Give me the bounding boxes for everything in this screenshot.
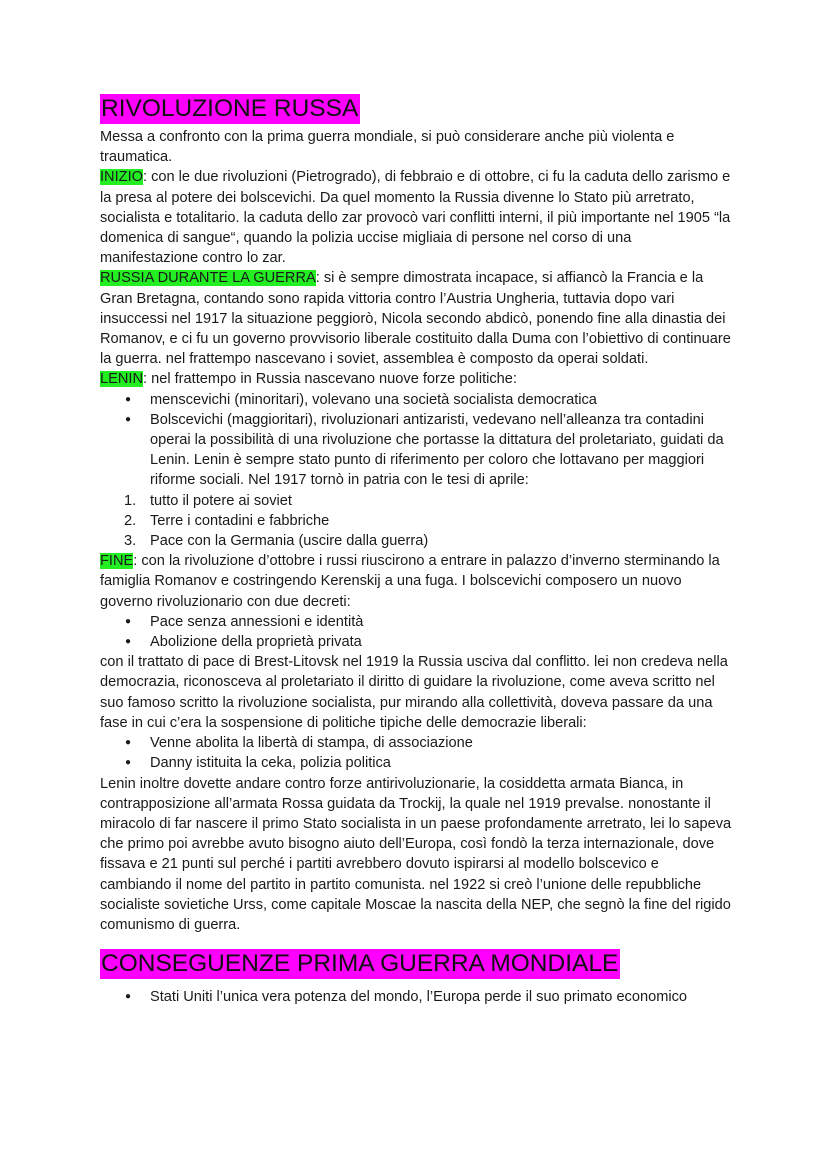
lenin-paragraph: [100, 369, 732, 389]
brest-litovsk-paragraph: con il trattato di pace di Brest-Litovsk nel 1919 la Russia usciva dal conflitto. lei non credeva nella democrazia, riconosceva al proletariato il diritto di guidare la rivoluzione, come aveva scritto nel suo famoso scritto la rivoluzione socialista, pur mirando alla collettività, doveva passare da una fase in cui c’era la sospensione di politiche tipiche delle democrazie liberali:: [100, 654, 728, 731]
list-item: ● Pace senza annessioni e identità: [100, 612, 732, 632]
fine-paragraph: [100, 551, 732, 612]
list-item-text: Pace con la Germania (uscire dalla guerra): [150, 533, 429, 550]
list-number: 2.: [124, 512, 137, 529]
lenin-highlight: LENIN: [100, 371, 143, 388]
list-item: [100, 511, 732, 531]
list-item: [100, 531, 732, 551]
document-page: [100, 94, 732, 1007]
conseguenze-list: [100, 987, 732, 1007]
fine-highlight: FINE: [100, 553, 134, 570]
tesi-di-aprile-list: [100, 491, 732, 552]
guerra-highlight: RUSSIA DURANTE LA GUERRA: [100, 270, 316, 287]
list-item-text: tutto il potere ai soviet: [150, 492, 292, 509]
list-item: ● menscevichi (minoritari), volevano una società socialista democratica: [100, 390, 732, 410]
armata-bianca-paragraph: Lenin inoltre dovette andare contro forze antirivoluzionarie, la cosiddetta armata Bianca, in contrapposizione all’armata Rossa guidata da Trockij, la quale nel 1919 prevalse. nonostante il miracolo di far nascere il primo Stato socialista in un paese profondamente arretrato, lei lo sapeva che primo poi avrebbe avuto bisogno aiuto dell’Europa, così fondò la terza internazionale, dove fissava e 21 punti sul perché i partiti avrebbero dovuto ispirarsi al modello bolscevico e cambiando il nome del partito in partito comunista. nel 1922 si creò l’unione delle repubbliche socialiste sovietiche Urss, come capitale Moscae la nascita della NEP, che segnò la fine del rigido comunismo di guerra.: [100, 775, 732, 933]
list-item: ● Stati Uniti l’unica vera potenza del mondo, l’Europa perde il suo primato economico: [100, 987, 732, 1007]
list-number: 1.: [124, 492, 137, 509]
inizio-paragraph: [100, 167, 732, 268]
list-item: ● Bolscevichi (maggioritari), rivoluzionari antizaristi, vedevano nell’alleanza tra contadini operai la possibilità di una rivoluzione che portasse la dittatura del proletariato, guidati da Lenin. Lenin è sempre stato punto di riferimento per coloro che lottavano per maggiori riforme sociali. Nel 1917 tornò in patria con le tesi di aprile:: [100, 410, 732, 491]
inizio-text: : con le due rivoluzioni (Pietrogrado), di febbraio e di ottobre, ci fu la caduta dello zarismo e la presa al potere dei bolscevichi. Da quel momento la Russia divenne lo Stato più arretrato, socialista e totalitario. la caduta dello zar provocò vari conflitti interni, il più importante nel 1905 “la domenica di sangue“, quando la polizia uccise migliaia di persone nel corso di una manifestazione contro lo zar.: [100, 169, 731, 267]
list-item: ● Danny istituita la ceka, polizia politica: [100, 753, 732, 773]
list-number: 3.: [124, 533, 137, 550]
inizio-highlight: INIZIO: [100, 169, 143, 186]
guerra-paragraph: [100, 268, 732, 369]
guerra-text: : si è sempre dimostrata incapace, si affiancò la Francia e la Gran Bretagna, contando sono rapida vittoria contro l’Austria Ungheria, tuttavia dopo vari insuccessi nel 1917 la situazione peggiorò, Nicola secondo abdicò, ponendo fine alla dinastia dei Romanov, e ci fu un governo provvisorio liberale costituito dalla Duma con l’obiettivo di continuare la guerra. nel frattempo nascevano i soviet, assemblea è composto da operai soldati.: [100, 270, 731, 368]
fine-text: : con la rivoluzione d’ottobre i russi riuscirono a entrare in palazzo d’inverno sterminando la famiglia Romanov e costringendo Kerenskij a una fuga. I bolscevichi composero un nuovo governo rivoluzionario con due decreti:: [100, 553, 720, 610]
misure-list: [100, 733, 732, 773]
list-item-text: Terre i contadini e fabbriche: [150, 512, 330, 529]
forze-politiche-list: [100, 390, 732, 491]
intro-paragraph: Messa a confronto con la prima guerra mondiale, si può considerare anche più violenta e traumatica.: [100, 129, 675, 166]
section-title-rivoluzione-russa: RIVOLUZIONE RUSSA: [101, 95, 359, 122]
list-item: [100, 491, 732, 511]
list-item: ● Venne abolita la libertà di stampa, di associazione: [100, 733, 732, 753]
decreti-list: [100, 612, 732, 652]
lenin-text: : nel frattempo in Russia nascevano nuove forze politiche:: [142, 371, 517, 388]
section-title-conseguenze: CONSEGUENZE PRIMA GUERRA MONDIALE: [101, 950, 619, 978]
list-item: ● Abolizione della proprietà privata: [100, 632, 732, 652]
